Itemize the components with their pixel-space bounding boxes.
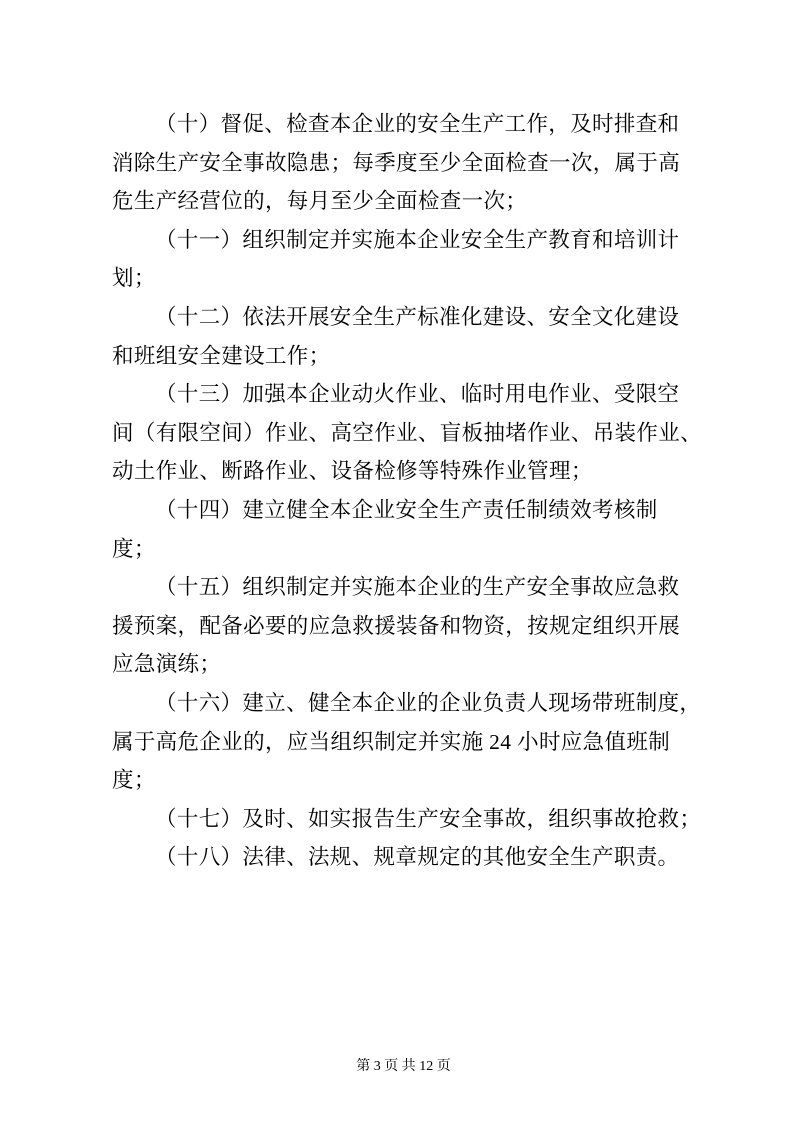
text-line: 危生产经营位的，每月至少全面检查一次； xyxy=(112,189,528,214)
document-body xyxy=(112,105,702,877)
text-line: 属于高危企业的，应当组织制定并实施 24 小时应急值班制 xyxy=(112,729,671,754)
text-line: 和班组安全建设工作； xyxy=(112,343,331,368)
text-line: 消除生产安全事故隐患；每季度至少全面检查一次，属于高 xyxy=(112,150,681,175)
text-line: （十二）依法开展安全生产标准化建设、安全文化建设 xyxy=(155,304,680,329)
paragraph-clause-15 xyxy=(112,568,682,684)
text-line: 动土作业、断路作业、设备检修等特殊作业管理； xyxy=(112,459,593,484)
text-line: （十一）组织制定并实施本企业安全生产教育和培训计 xyxy=(155,227,680,252)
paragraph-clause-13 xyxy=(112,375,702,491)
text-line: 援预案，配备必要的应急救援装备和物资，按规定组织开展 xyxy=(112,613,681,638)
text-line: 间（有限空间）作业、高空作业、盲板抽堵作业、吊装作业、 xyxy=(112,420,702,445)
paragraph-clause-12 xyxy=(112,298,682,375)
text-line: （十八）法律、法规、规章规定的其他安全生产职责。 xyxy=(155,845,680,870)
text-line: 划； xyxy=(112,266,156,291)
paragraph-clause-14 xyxy=(112,491,682,568)
text-line: 度； xyxy=(112,536,156,561)
paragraph-clause-17 xyxy=(112,800,702,839)
text-line: 度； xyxy=(112,768,156,793)
paragraph-clause-10 xyxy=(112,105,682,221)
text-line: （十五）组织制定并实施本企业的生产安全事故应急救 xyxy=(155,575,680,600)
text-line: （十六）建立、健全本企业的企业负责人现场带班制度， xyxy=(155,690,702,715)
text-line: （十四）建立健全本企业安全生产责任制绩效考核制 xyxy=(155,497,658,522)
paragraph-clause-18 xyxy=(112,838,682,877)
text-line: （十七）及时、如实报告生产安全事故，组织事故抢救； xyxy=(155,806,702,831)
text-line: （十三）加强本企业动火作业、临时用电作业、受限空 xyxy=(155,382,680,407)
paragraph-clause-16 xyxy=(112,684,702,800)
page-footer xyxy=(0,1037,793,1097)
text-line: 应急演练； xyxy=(112,652,222,677)
page-number-indicator: 第 3 页 共 12 页 xyxy=(356,1059,451,1074)
paragraph-clause-11 xyxy=(112,221,682,298)
text-line: （十）督促、检查本企业的安全生产工作，及时排查和 xyxy=(155,112,680,136)
